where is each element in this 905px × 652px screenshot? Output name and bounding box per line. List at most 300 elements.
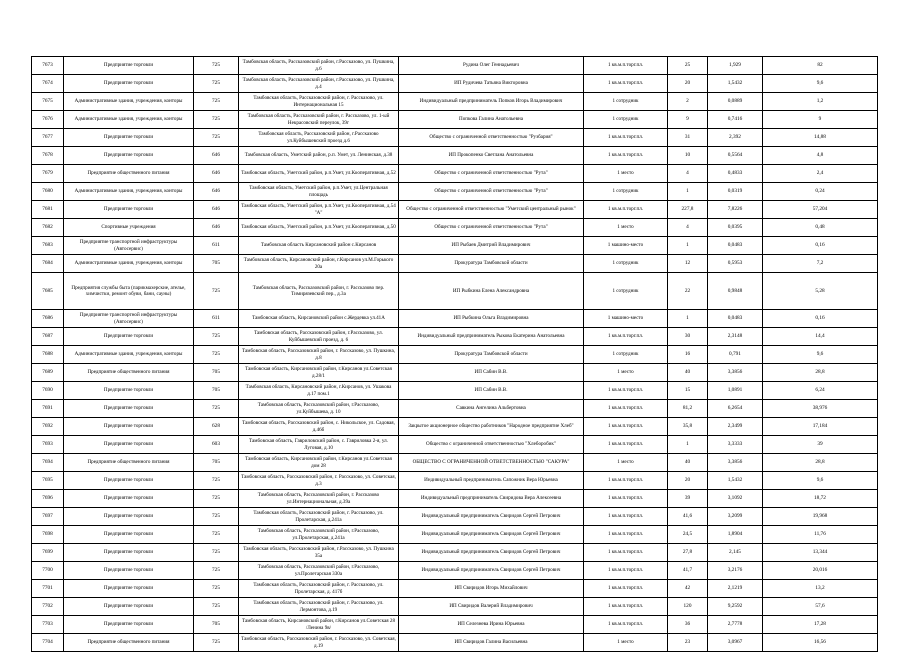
volume-cell: 57,204: [763, 201, 878, 219]
unit-cell: 1 кв.м.п.торг.пл.: [584, 201, 668, 219]
address-cell: Тамбовская область, Рассказовский район, г. Рассказово, ул. Советская, д.19: [239, 634, 399, 652]
object-type-cell: Предприятие общественного питания: [64, 165, 194, 183]
volume-cell: 19,968: [763, 508, 878, 526]
rate-cell: 0,4833: [708, 165, 763, 183]
address-cell: Тамбовская область, Рассказовский район, г.Рассказово, ул. Пушкина, д.6: [239, 57, 399, 75]
quantity-cell: 27,8: [668, 544, 708, 562]
quantity-cell: 4: [668, 219, 708, 237]
organization-cell: ОБЩЕСТВО С ОГРАНИЧЕННОЙ ОТВЕТСТВЕННОСТЬЮ "САКУРА": [399, 454, 584, 472]
volume-cell: 18,72: [763, 490, 878, 508]
unit-cell: 1 место: [584, 634, 668, 652]
address-cell: Тамбовская область, Рассказовский район, г. Рассказово, ул. Лермонтова, д.19: [239, 598, 399, 616]
table-row: [32, 454, 878, 472]
organization-cell: Общество с ограниченной ответственностью "Уметский центральный рынок": [399, 201, 584, 219]
quantity-cell: 42: [668, 580, 708, 598]
volume-cell: 2,4: [763, 165, 878, 183]
volume-cell: 14,88: [763, 129, 878, 147]
quantity-cell: 16: [668, 346, 708, 364]
code-cell: 725: [194, 598, 239, 616]
quantity-cell: 120: [668, 598, 708, 616]
object-type-cell: Предприятие общественного питания: [64, 454, 194, 472]
code-cell: 725: [194, 273, 239, 310]
row-number-cell: 7682: [32, 219, 64, 237]
code-cell: 725: [194, 508, 239, 526]
address-cell: Тамбовская область, Рассказовский район, г. Рассказово, ул. 1-ый Некрасовский переулок, 39г: [239, 111, 399, 129]
address-cell: Тамбовская область, Рассказовский район, г.Рассказово, ул.Пролетарская 330а: [239, 562, 399, 580]
quantity-cell: 81,2: [668, 400, 708, 418]
organization-cell: ИП Свиридов Галина Васильевна: [399, 634, 584, 652]
rate-cell: 3,2176: [708, 562, 763, 580]
volume-cell: 0,24: [763, 183, 878, 201]
unit-cell: 1 кв.м.п.торг.пл.: [584, 147, 668, 165]
volume-cell: 57,6: [763, 598, 878, 616]
quantity-cell: 22: [668, 273, 708, 310]
organization-cell: Общество с ограниченной ответственностью "Рузбария": [399, 129, 584, 147]
row-number-cell: 7690: [32, 382, 64, 400]
row-number-cell: 7677: [32, 129, 64, 147]
table-row: [32, 201, 878, 219]
organization-cell: Индивидуальный предприниматель Попков Игорь Владимирович: [399, 93, 584, 111]
unit-cell: 1 кв.м.п.торг.пл.: [584, 490, 668, 508]
quantity-cell: 39: [668, 490, 708, 508]
rate-cell: 2,7778: [708, 616, 763, 634]
table-row: [32, 544, 878, 562]
code-cell: 725: [194, 346, 239, 364]
rate-cell: 2,3499: [708, 418, 763, 436]
code-cell: 646: [194, 219, 239, 237]
code-cell: 705: [194, 454, 239, 472]
address-cell: Тамбовская область, Рассказовский район, г.Рассказово, ул.Куйбышева, д. 10: [239, 400, 399, 418]
rate-cell: 7,8226: [708, 201, 763, 219]
row-number-cell: 7701: [32, 580, 64, 598]
rate-cell: 0,5953: [708, 255, 763, 273]
rate-cell: 0,0483: [708, 310, 763, 328]
rate-cell: 0,5564: [708, 147, 763, 165]
code-cell: 725: [194, 75, 239, 93]
volume-cell: 82: [763, 57, 878, 75]
volume-cell: 7,2: [763, 255, 878, 273]
row-number-cell: 7683: [32, 237, 64, 255]
table-row: [32, 165, 878, 183]
code-cell: 725: [194, 129, 239, 147]
code-cell: 611: [194, 237, 239, 255]
volume-cell: 9,6: [763, 472, 878, 490]
table-row: [32, 616, 878, 634]
unit-cell: 1 кв.м.п.торг.пл.: [584, 544, 668, 562]
rate-cell: 2,145: [708, 544, 763, 562]
table-row: [32, 400, 878, 418]
code-cell: 725: [194, 93, 239, 111]
organization-cell: Индивидуальный предприниматель Сапожник Вера Юрьевна: [399, 472, 584, 490]
quantity-cell: 1: [668, 183, 708, 201]
organization-cell: Прокуратура Тамбовской области: [399, 255, 584, 273]
volume-cell: 0,16: [763, 310, 878, 328]
unit-cell: 1 кв.м.п.торг.пл.: [584, 129, 668, 147]
code-cell: 611: [194, 310, 239, 328]
address-cell: Тамбовская область, Рассказовский район, г. Рассказово, ул. Советская, д.3: [239, 472, 399, 490]
quantity-cell: 30: [668, 328, 708, 346]
code-cell: 705: [194, 255, 239, 273]
unit-cell: 1 место: [584, 364, 668, 382]
volume-cell: 39: [763, 436, 878, 454]
organization-cell: ИП Рыбкина Ольга Владимировна: [399, 310, 584, 328]
row-number-cell: 7686: [32, 310, 64, 328]
organization-cell: Савкина Ангелина Альбертовна: [399, 400, 584, 418]
row-number-cell: 7691: [32, 400, 64, 418]
quantity-cell: 1: [668, 237, 708, 255]
row-number-cell: 7702: [32, 598, 64, 616]
unit-cell: 1 кв.м.п.торг.пл.: [584, 328, 668, 346]
volume-cell: 9: [763, 111, 878, 129]
row-number-cell: 7699: [32, 544, 64, 562]
unit-cell: 1 сотрудник: [584, 183, 668, 201]
organization-cell: Общество с ограниченной ответственностью "Рута": [399, 183, 584, 201]
rate-cell: 9,2592: [708, 598, 763, 616]
row-number-cell: 7703: [32, 616, 64, 634]
volume-cell: 13,344: [763, 544, 878, 562]
volume-cell: 0,48: [763, 219, 878, 237]
volume-cell: 17,28: [763, 616, 878, 634]
object-type-cell: Предприятие торговли: [64, 562, 194, 580]
quantity-cell: 10: [668, 147, 708, 165]
code-cell: 725: [194, 111, 239, 129]
address-cell: Тамбовская область, Уметский район, р.п. Умет, ул. Ленинская, д.38: [239, 147, 399, 165]
quantity-cell: 1: [668, 436, 708, 454]
quantity-cell: 23: [668, 634, 708, 652]
unit-cell: 1 сотрудник: [584, 93, 668, 111]
code-cell: 725: [194, 57, 239, 75]
table-row: [32, 129, 878, 147]
address-cell: Тамбовская область, Кирсановский район, г.Кирсанов ул.М.Горького 20а: [239, 255, 399, 273]
row-number-cell: 7689: [32, 364, 64, 382]
code-cell: 646: [194, 165, 239, 183]
address-cell: Тамбовская область, Уметский район, р.п.Умет, ул.Центральная площадь: [239, 183, 399, 201]
object-type-cell: Предприятие торговли: [64, 57, 194, 75]
table-row: [32, 580, 878, 598]
volume-cell: 13,2: [763, 580, 878, 598]
object-type-cell: Предприятие торговли: [64, 201, 194, 219]
object-type-cell: Предприятия службы быта (парикмахерские, ателье, химчистки, ремонт обуви, бани, сауны): [64, 273, 194, 310]
registry-table: [31, 56, 878, 652]
row-number-cell: 7684: [32, 255, 64, 273]
organization-cell: ИП Селезнева Ирина Юрьевна: [399, 616, 584, 634]
unit-cell: 1 кв.м.п.торг.пл.: [584, 418, 668, 436]
object-type-cell: Предприятие торговли: [64, 75, 194, 93]
table-row: [32, 364, 878, 382]
table-row: [32, 255, 878, 273]
rate-cell: 0,0319: [708, 183, 763, 201]
organization-cell: Индивидуальный предприниматель Свиридов Сергей Петрович: [399, 544, 584, 562]
rate-cell: 3,3333: [708, 436, 763, 454]
volume-cell: 38,976: [763, 400, 878, 418]
unit-cell: 1 кв.м.п.торг.пл.: [584, 382, 668, 400]
rate-cell: 0,0395: [708, 219, 763, 237]
row-number-cell: 7695: [32, 472, 64, 490]
code-cell: 725: [194, 472, 239, 490]
organization-cell: Индивидуальный предприниматель Свиридов Сергей Петрович: [399, 508, 584, 526]
table-row: [32, 93, 878, 111]
quantity-cell: 31: [668, 129, 708, 147]
quantity-cell: 24,5: [668, 526, 708, 544]
row-number-cell: 7697: [32, 508, 64, 526]
row-number-cell: 7673: [32, 57, 64, 75]
object-type-cell: Предприятие торговли: [64, 418, 194, 436]
quantity-cell: 15: [668, 382, 708, 400]
quantity-cell: 227,8: [668, 201, 708, 219]
row-number-cell: 7693: [32, 436, 64, 454]
code-cell: 725: [194, 400, 239, 418]
table-row: [32, 472, 878, 490]
code-cell: 725: [194, 580, 239, 598]
unit-cell: 1 сотрудник: [584, 255, 668, 273]
code-cell: 725: [194, 562, 239, 580]
object-type-cell: Предприятие торговли: [64, 526, 194, 544]
object-type-cell: Предприятие торговли: [64, 616, 194, 634]
table-row: [32, 237, 878, 255]
rate-cell: 3,0967: [708, 634, 763, 652]
address-cell: Тамбовская область, Рассказовский район, г.Рассказово, ул.Пролетарская, д.241а: [239, 526, 399, 544]
rate-cell: 1,5432: [708, 472, 763, 490]
object-type-cell: Предприятие транспортной инфраструктуры (Автосервис): [64, 310, 194, 328]
quantity-cell: 20: [668, 75, 708, 93]
object-type-cell: Административные здания, учреждения, конторы: [64, 183, 194, 201]
organization-cell: ИП Сабин В.В.: [399, 382, 584, 400]
address-cell: Тамбовская область, Рассказовский район, г.Рассказово, ул. Пушкина 35а: [239, 544, 399, 562]
object-type-cell: Предприятие торговли: [64, 382, 194, 400]
rate-cell: 3,3856: [708, 454, 763, 472]
quantity-cell: 35,8: [668, 418, 708, 436]
address-cell: Тамбовская область, Рассказовский район, г. Рассказово, ул. Пролетарская, д. 417б: [239, 580, 399, 598]
object-type-cell: Предприятие торговли: [64, 472, 194, 490]
object-type-cell: Предприятие транспортной инфраструктуры (Автосервис): [64, 237, 194, 255]
organization-cell: Индивидуальный предприниматель Свиридов Сергей Петрович: [399, 562, 584, 580]
quantity-cell: 12: [668, 255, 708, 273]
unit-cell: 1 машино-место: [584, 310, 668, 328]
organization-cell: Попкова Галина Анатольевна: [399, 111, 584, 129]
volume-cell: 11,76: [763, 526, 878, 544]
code-cell: 725: [194, 490, 239, 508]
address-cell: Тамбовская область, Рассказовский район, г. Рассказово, ул. Пушкина, д.8: [239, 346, 399, 364]
organization-cell: ИП Рыбаев Дмитрий Владимирович: [399, 237, 584, 255]
row-number-cell: 7685: [32, 273, 64, 310]
table-row: [32, 273, 878, 310]
code-cell: 725: [194, 634, 239, 652]
table-row: [32, 508, 878, 526]
unit-cell: 1 место: [584, 165, 668, 183]
organization-cell: ИП Свиридов Валерий Владимирович: [399, 598, 584, 616]
address-cell: Тамбовская область, Уметский район, р.п.Умет, ул.Кооперативная, д.50: [239, 219, 399, 237]
table-row: [32, 490, 878, 508]
unit-cell: 1 сотрудник: [584, 111, 668, 129]
code-cell: 603: [194, 436, 239, 454]
object-type-cell: Административные здания, учреждения, конторы: [64, 93, 194, 111]
unit-cell: 1 машино-место: [584, 237, 668, 255]
table-row: [32, 183, 878, 201]
rate-cell: 1,0891: [708, 382, 763, 400]
address-cell: Тамбовская область, Кирсановский район, г.Кирсанов, ул. Ушакова д.17 пом.1: [239, 382, 399, 400]
quantity-cell: 4: [668, 165, 708, 183]
object-type-cell: Предприятие торговли: [64, 544, 194, 562]
organization-cell: Индивидуальный предприниматель Рыкова Екатерина Анатольевна: [399, 328, 584, 346]
rate-cell: 2,392: [708, 129, 763, 147]
code-cell: 646: [194, 201, 239, 219]
code-cell: 705: [194, 616, 239, 634]
unit-cell: 1 место: [584, 219, 668, 237]
organization-cell: Закрытое акционерное общество работников "Народное предприятие Хлеб": [399, 418, 584, 436]
object-type-cell: Предприятие торговли: [64, 328, 194, 346]
object-type-cell: Предприятие торговли: [64, 436, 194, 454]
table-row: [32, 436, 878, 454]
rate-cell: 6,2654: [708, 400, 763, 418]
address-cell: Тамбовская область, Рассказовский район, г.Рассказово, ул. Пушкина, д.4: [239, 75, 399, 93]
table-row: [32, 526, 878, 544]
organization-cell: ИП Рудичева Татьяна Викторовна: [399, 75, 584, 93]
table-row: [32, 310, 878, 328]
unit-cell: 1 место: [584, 454, 668, 472]
organization-cell: Общество с ограниченной ответственностью "Рута": [399, 219, 584, 237]
address-cell: Тамбовская область, Рассказовский район, г. Рассказово пер. Тимирязевский пер., д.3а: [239, 273, 399, 310]
volume-cell: 6,24: [763, 382, 878, 400]
row-number-cell: 7696: [32, 490, 64, 508]
row-number-cell: 7700: [32, 562, 64, 580]
unit-cell: 1 кв.м.п.торг.пл.: [584, 616, 668, 634]
table-row: [32, 418, 878, 436]
table-row: [32, 382, 878, 400]
unit-cell: 1 кв.м.п.торг.пл.: [584, 508, 668, 526]
code-cell: 725: [194, 526, 239, 544]
table-row: [32, 598, 878, 616]
row-number-cell: 7704: [32, 634, 64, 652]
address-cell: Тамбовская область, Рассказовский район, г. Рассказово, ул. Пролетарская, д.241а: [239, 508, 399, 526]
quantity-cell: 1: [668, 310, 708, 328]
row-number-cell: 7676: [32, 111, 64, 129]
rate-cell: 3,2099: [708, 508, 763, 526]
volume-cell: 28,8: [763, 364, 878, 382]
rate-cell: 0,0483: [708, 237, 763, 255]
row-number-cell: 7675: [32, 93, 64, 111]
organization-cell: ИП Рыбкина Елена Александровна: [399, 273, 584, 310]
unit-cell: 1 кв.м.п.торг.пл.: [584, 526, 668, 544]
table-row: [32, 328, 878, 346]
rate-cell: 3,1092: [708, 490, 763, 508]
quantity-cell: 40: [668, 364, 708, 382]
rate-cell: 0,0889: [708, 93, 763, 111]
object-type-cell: Предприятие торговли: [64, 580, 194, 598]
rate-cell: 0,9848: [708, 273, 763, 310]
unit-cell: 1 кв.м.п.торг.пл.: [584, 400, 668, 418]
organization-cell: Прокуратура Тамбовской области: [399, 346, 584, 364]
unit-cell: 1 сотрудник: [584, 273, 668, 310]
address-cell: Тамбовская область Кирсановский район с.Кирсанов: [239, 237, 399, 255]
quantity-cell: 25: [668, 57, 708, 75]
row-number-cell: 7680: [32, 183, 64, 201]
rate-cell: 0,791: [708, 346, 763, 364]
quantity-cell: 40: [668, 454, 708, 472]
quantity-cell: 2: [668, 93, 708, 111]
quantity-cell: 9: [668, 111, 708, 129]
object-type-cell: Предприятие торговли: [64, 147, 194, 165]
unit-cell: 1 кв.м.п.торг.пл.: [584, 580, 668, 598]
code-cell: 646: [194, 183, 239, 201]
object-type-cell: Предприятие торговли: [64, 598, 194, 616]
volume-cell: 20,016: [763, 562, 878, 580]
rate-cell: 1,929: [708, 57, 763, 75]
organization-cell: ИП Прокопенко Светлана Анатольевна: [399, 147, 584, 165]
organization-cell: Индивидуальный предприниматель Свиридова Вера Алексеевна: [399, 490, 584, 508]
code-cell: 628: [194, 418, 239, 436]
table-row: [32, 219, 878, 237]
object-type-cell: Предприятие торговли: [64, 400, 194, 418]
unit-cell: 1 кв.м.п.торг.пл.: [584, 472, 668, 490]
row-number-cell: 7698: [32, 526, 64, 544]
address-cell: Тамбовская область, Рассказовский район, г.Рассказово, ул. Куйбышевский проезд, д. 6: [239, 328, 399, 346]
registry-table-body: [32, 57, 878, 652]
unit-cell: 1 кв.м.п.торг.пл.: [584, 75, 668, 93]
quantity-cell: 41,6: [668, 508, 708, 526]
unit-cell: 1 кв.м.п.торг.пл.: [584, 57, 668, 75]
rate-cell: 0,7416: [708, 111, 763, 129]
code-cell: 725: [194, 544, 239, 562]
row-number-cell: 7681: [32, 201, 64, 219]
table-row: [32, 634, 878, 652]
volume-cell: 16,56: [763, 634, 878, 652]
object-type-cell: Предприятие торговли: [64, 508, 194, 526]
volume-cell: 1,2: [763, 93, 878, 111]
rate-cell: 1,8904: [708, 526, 763, 544]
quantity-cell: 36: [668, 616, 708, 634]
rate-cell: 2,3148: [708, 328, 763, 346]
address-cell: Тамбовская область, Уметский район, р.п.Умет, ул.Кооперативная, д.52: [239, 165, 399, 183]
volume-cell: 17,184: [763, 418, 878, 436]
table-row: [32, 111, 878, 129]
organization-cell: Общество с ограниченной ответственностью "Хлеборобик": [399, 436, 584, 454]
address-cell: Тамбовская область, Уметский район, р.п.Умет, ул.Кооперативная, д.54 "А": [239, 201, 399, 219]
unit-cell: 1 сотрудник: [584, 346, 668, 364]
address-cell: Тамбовская область, Рассказовский район, г. Рассказово ул.Интернациональная, д.39а: [239, 490, 399, 508]
address-cell: Тамбовская область, Рассказовский район, г.Рассказово ул.Куйбышевский проезд д.6: [239, 129, 399, 147]
organization-cell: Рудина Олег Геннадьевич: [399, 57, 584, 75]
object-type-cell: Административные здания, учреждения, конторы: [64, 111, 194, 129]
address-cell: Тамбовская область, Кирсановский район с.Жердевка ул.41А: [239, 310, 399, 328]
address-cell: Тамбовская область, Рассказовский район, г. Рассказово, ул. Интернациональная 15: [239, 93, 399, 111]
object-type-cell: Спортивные учреждения: [64, 219, 194, 237]
unit-cell: 1 кв.м.п.торг.пл.: [584, 436, 668, 454]
organization-cell: ИП Сабин В.В.: [399, 364, 584, 382]
volume-cell: 9,6: [763, 346, 878, 364]
organization-cell: Индивидуальный предприниматель Свиридов Сергей Петрович: [399, 526, 584, 544]
address-cell: Тамбовская область, Рассказовский район, с. Никольское, ул. Садовая, д.46б: [239, 418, 399, 436]
object-type-cell: Предприятие торговли: [64, 490, 194, 508]
row-number-cell: 7694: [32, 454, 64, 472]
object-type-cell: Предприятие торговли: [64, 129, 194, 147]
table-row: [32, 147, 878, 165]
address-cell: Тамбовская область, Кирсановский район, г.Кирсанов ул.Советская 28 /Ленина 9в/: [239, 616, 399, 634]
row-number-cell: 7688: [32, 346, 64, 364]
table-row: [32, 75, 878, 93]
organization-cell: ИП Свиридов Игорь Михайлович: [399, 580, 584, 598]
unit-cell: 1 кв.м.п.торг.пл.: [584, 562, 668, 580]
code-cell: 705: [194, 364, 239, 382]
row-number-cell: 7692: [32, 418, 64, 436]
object-type-cell: Административные здания, учреждения, конторы: [64, 346, 194, 364]
code-cell: 646: [194, 147, 239, 165]
volume-cell: 14,4: [763, 328, 878, 346]
volume-cell: 9,6: [763, 75, 878, 93]
object-type-cell: Предприятие общественного питания: [64, 364, 194, 382]
table-row: [32, 346, 878, 364]
rate-cell: 1,5432: [708, 75, 763, 93]
rate-cell: 3,3856: [708, 364, 763, 382]
